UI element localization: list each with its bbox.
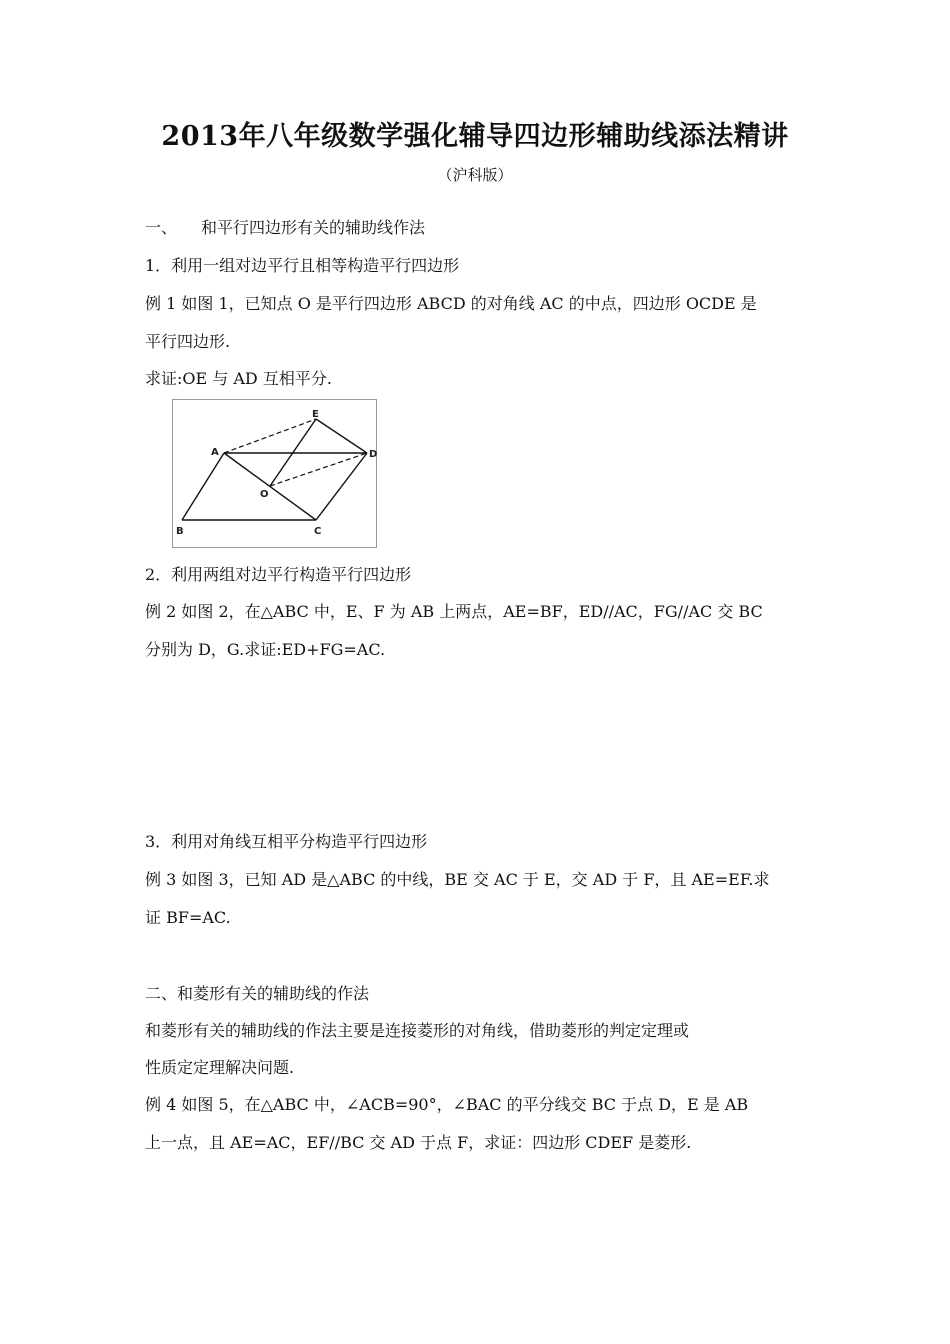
example-2-line-1: 例 2 如图 2，在△ABC 中，E、F 为 AB 上两点，AE=BF，ED//AC，FG//AC 交 BC	[145, 602, 763, 621]
diagonal-ac	[224, 453, 316, 520]
label-o: O	[260, 489, 269, 500]
section-1-heading: 一、 和平行四边形有关的辅助线作法	[145, 218, 426, 237]
segment-ed	[316, 419, 367, 453]
example-3-line-2: 证 BF=AC.	[145, 908, 231, 927]
section-2-intro-line-1: 和菱形有关的辅助线的作法主要是连接菱形的对角线，借助菱形的判定定理或	[145, 1021, 690, 1040]
edge-ab	[182, 453, 224, 520]
section-2-intro-line-2: 性质定定理解决问题.	[145, 1058, 295, 1077]
document-title: 2013年八年级数学强化辅导四边形辅助线添法精讲	[161, 121, 789, 152]
section-1-item-2: 2．利用两组对边平行构造平行四边形	[145, 565, 412, 584]
example-1-line-1: 例 1 如图 1，已知点 O 是平行四边形 ABCD 的对角线 AC 的中点，四边形 OCDE 是	[145, 294, 757, 313]
label-b: B	[176, 526, 184, 537]
section-2-heading: 二、和菱形有关的辅助线的作法	[145, 984, 370, 1003]
document-subtitle: （沪科版）	[437, 166, 513, 184]
dashed-ae	[224, 419, 316, 453]
example-2-line-2: 分别为 D，G.求证:ED+FG=AC.	[145, 640, 386, 659]
example-1-line-3: 求证:OE 与 AD 互相平分.	[145, 369, 332, 388]
label-e: E	[312, 409, 319, 420]
example-1-line-2: 平行四边形.	[145, 332, 231, 351]
section-1-item-1: 1．利用一组对边平行且相等构造平行四边形	[145, 256, 460, 275]
label-a: A	[211, 447, 219, 458]
example-3-line-1: 例 3 如图 3，已知 AD 是△ABC 的中线，BE 交 AC 于 E，交 AD 于 F，且 AE=EF.求	[145, 870, 770, 889]
label-d: D	[369, 449, 378, 460]
label-c: C	[314, 526, 322, 537]
example-4-line-1: 例 4 如图 5，在△ABC 中，∠ACB=90°，∠BAC 的平分线交 BC 于点 D，E 是 AB	[145, 1095, 749, 1114]
dashed-od	[270, 453, 367, 486]
edge-cd	[316, 453, 367, 520]
figure-1-parallelogram	[172, 399, 377, 548]
figure-1-diagram	[173, 400, 376, 547]
example-4-line-2: 上一点，且 AE=AC，EF//BC 交 AD 于点 F，求证：四边形 CDEF 是菱形.	[145, 1133, 692, 1152]
section-1-item-3: 3．利用对角线互相平分构造平行四边形	[145, 832, 428, 851]
